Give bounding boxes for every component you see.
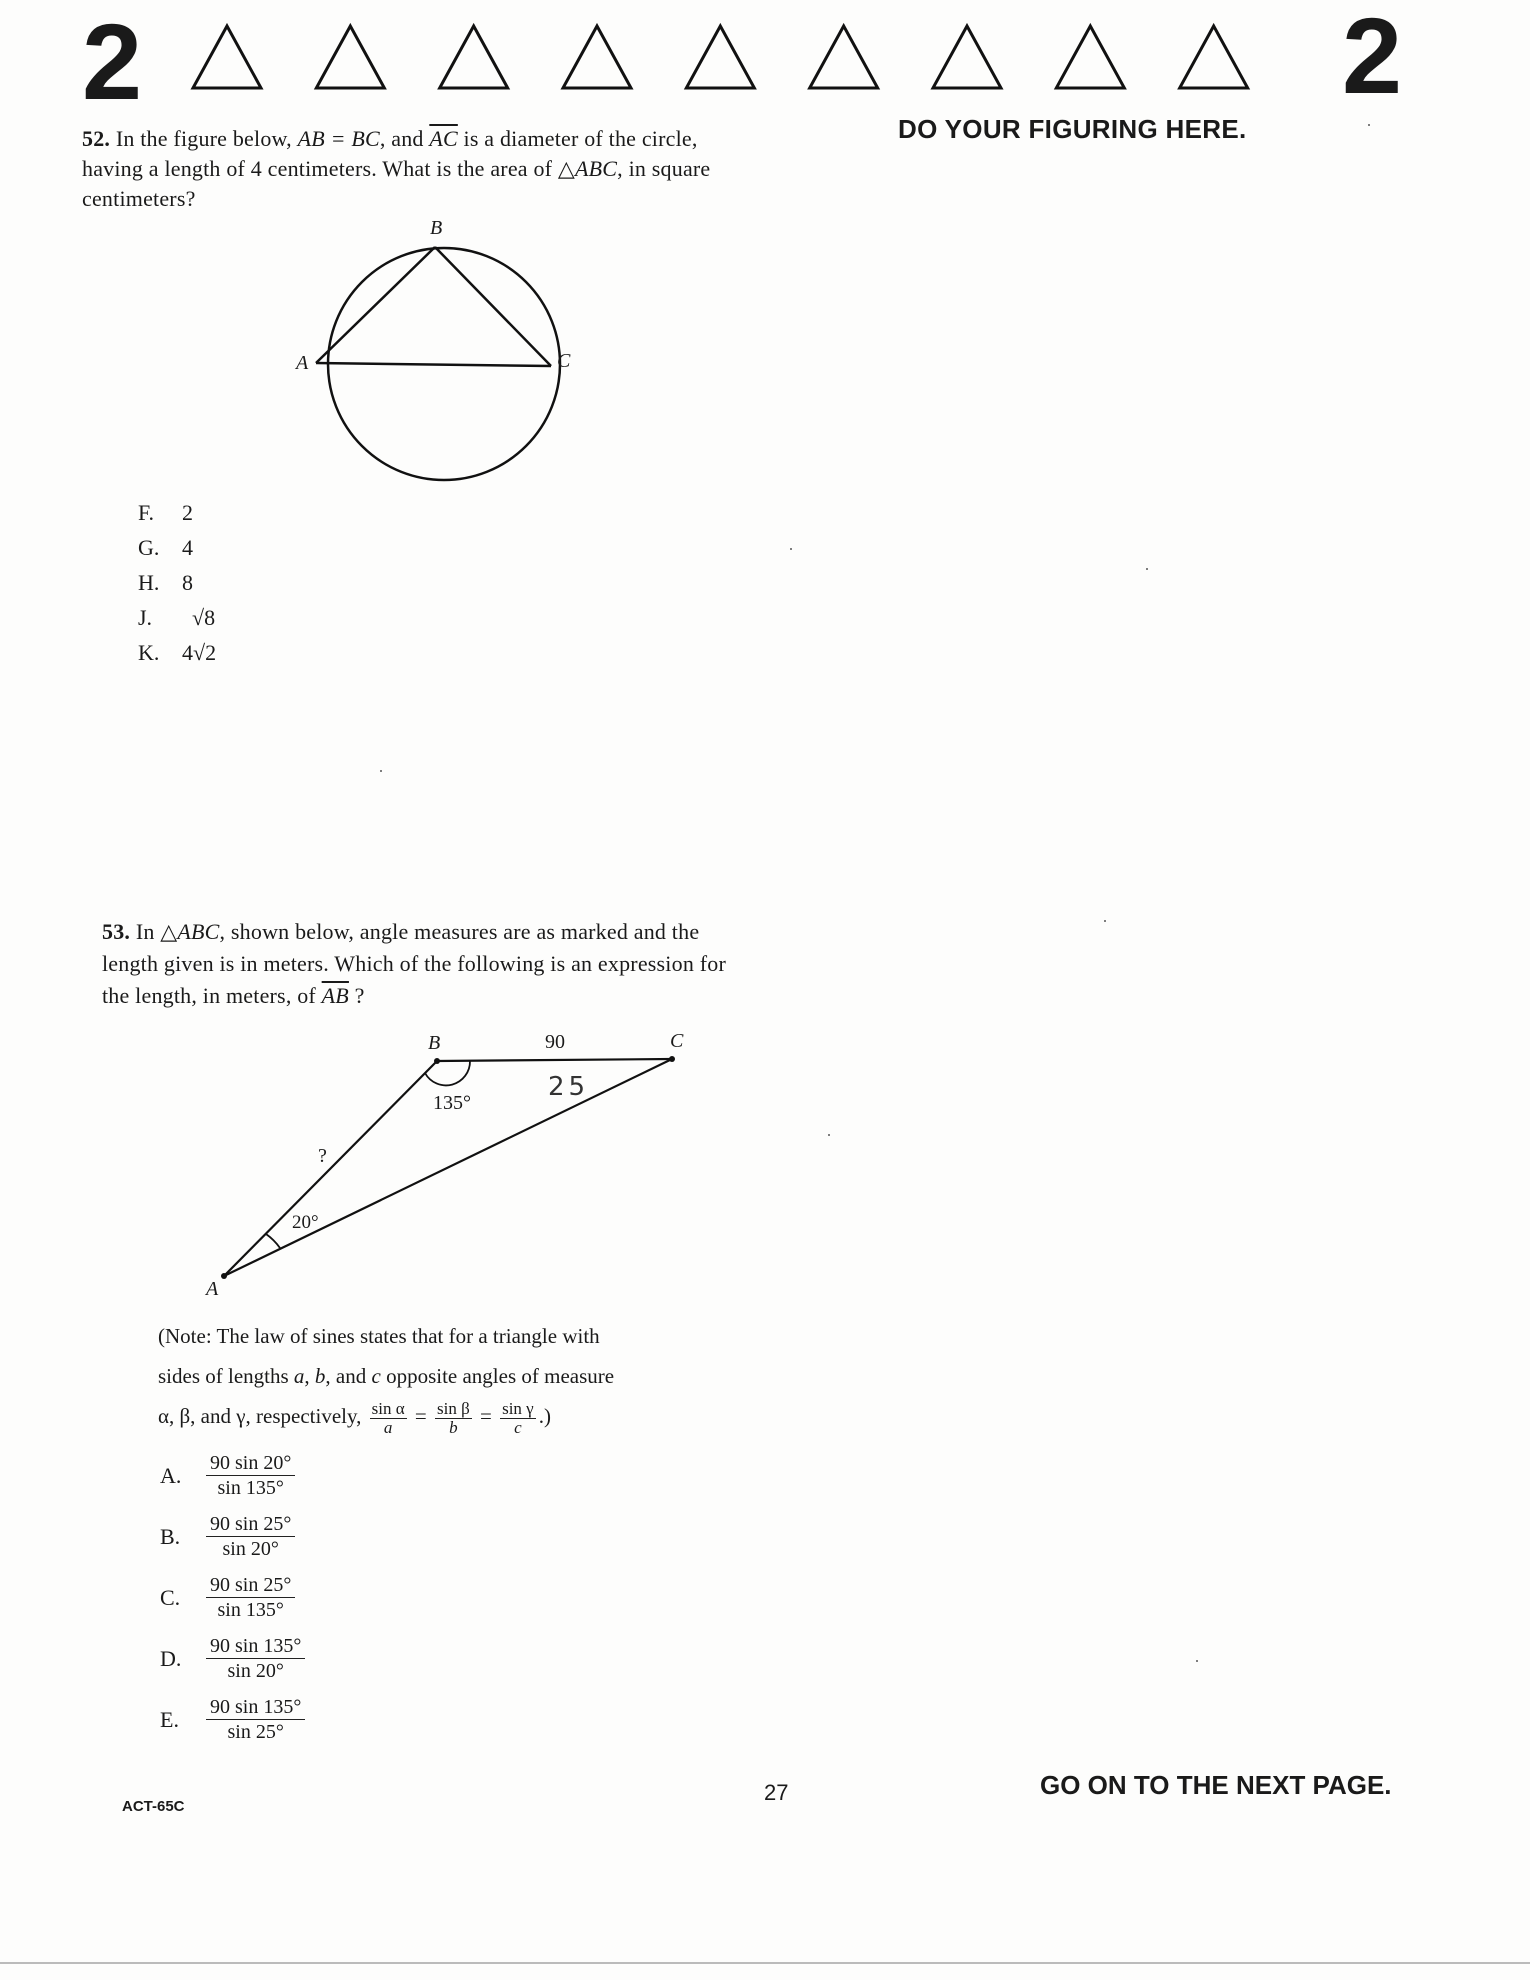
header-triangle-icon bbox=[933, 26, 1001, 88]
segment-ac: $\overline{AC}$ bbox=[429, 126, 458, 151]
figuring-label: DO YOUR FIGURING HERE. bbox=[898, 114, 1247, 144]
section-number-left: 2 bbox=[82, 1, 143, 122]
q52-choice-k[interactable]: K. 4√2 bbox=[138, 640, 217, 665]
q53-unknown-label: ? bbox=[318, 1145, 327, 1167]
side-ab bbox=[316, 247, 435, 363]
speck bbox=[380, 770, 382, 772]
q53-choice-b[interactable]: B. $\frac{90 \sin 25^\circ}{\sin 20^\circ}$ bbox=[160, 1513, 305, 1574]
scan-edge bbox=[0, 1962, 1530, 1964]
q53-choice-a[interactable]: A. $\frac{90 \sin 20^\circ}{\sin 135^\circ}$ bbox=[160, 1452, 305, 1513]
q53-label-a: A bbox=[206, 1278, 219, 1300]
q53-label-b: B bbox=[428, 1032, 441, 1054]
speck bbox=[1368, 124, 1370, 126]
angle-a-arc bbox=[266, 1234, 280, 1248]
header-triangle-icon bbox=[1180, 26, 1248, 88]
speck bbox=[1196, 1660, 1198, 1662]
q53-angle-a-label: 20° bbox=[292, 1212, 319, 1233]
form-code: ACT-65C bbox=[122, 1798, 185, 1815]
side-ab-line bbox=[224, 1061, 437, 1276]
segment-ab: $\overline{AB}$ bbox=[321, 983, 349, 1008]
header-triangle-icon bbox=[810, 26, 878, 88]
side-bc-line bbox=[437, 1059, 672, 1061]
vertex-a bbox=[221, 1273, 227, 1279]
q52-circle-figure bbox=[280, 210, 580, 510]
sine-ratio-b: $\frac{\text{sin β}}{b}$ bbox=[436, 1398, 470, 1437]
q53-choice-d[interactable]: D. $\frac{90 \sin 135^\circ}{\sin 20^\circ}$ bbox=[160, 1635, 305, 1696]
header-triangle-icon bbox=[686, 26, 754, 88]
vertex-b bbox=[434, 1058, 440, 1064]
q53-choice-e[interactable]: E. $\frac{90 \sin 135^\circ}{\sin 25^\circ}$ bbox=[160, 1696, 305, 1757]
header-triangle-icon bbox=[563, 26, 631, 88]
q52-choice-g[interactable]: G. 4 bbox=[138, 535, 193, 560]
speck bbox=[790, 548, 792, 550]
q52-label-c: C bbox=[557, 350, 571, 372]
q53-choices bbox=[160, 1452, 305, 1757]
question-52: 52. In the figure below, AB = BC, and $\overline{AC}$ is a diameter of the circle, having a length of 4 centimeters. What is the area of △ABC, in square centimeters? bbox=[82, 126, 711, 211]
diameter-ac bbox=[316, 363, 551, 366]
ab-bc-expression: AB = BC bbox=[297, 126, 380, 151]
triangle-row bbox=[185, 20, 1315, 100]
sine-ratio-c: $\frac{\text{sin γ}}{c}$ bbox=[502, 1398, 534, 1437]
q52-choices bbox=[138, 500, 216, 675]
q53-triangle-figure bbox=[200, 1040, 720, 1290]
law-of-sines-note: (Note: The law of sines states that for a triangle with sides of lengths a, b, and c opposite angles of measure α, β, and γ, respectively, $\frac{\text{sin α}}{a}$ = $\frac{\text{sin β}}{b}$ = $\frac{\text{sin γ}}{c}$ .) bbox=[158, 1324, 615, 1437]
page-number: 27 bbox=[764, 1780, 789, 1805]
q53-choice-c[interactable]: C. $\frac{90 \sin 25^\circ}{\sin 135^\circ}$ bbox=[160, 1574, 305, 1635]
q53-angle-b-label: 135° bbox=[433, 1092, 471, 1114]
speck bbox=[1104, 920, 1106, 922]
angle-b-arc bbox=[425, 1061, 470, 1085]
header-triangle-icon bbox=[193, 26, 261, 88]
sine-ratio-a: $\frac{\text{sin α}}{a}$ bbox=[371, 1398, 405, 1437]
q52-choice-h[interactable]: H. 8 bbox=[138, 570, 193, 595]
question-53: 53. In △ABC, shown below, angle measures are as marked and the length given is in meters. Which of the following is an expression for the length, in meters, of $\overline{AB}$ ? bbox=[102, 919, 726, 1008]
question-53-number: 53. bbox=[102, 919, 131, 944]
question-52-number: 52. bbox=[82, 126, 111, 151]
q53-label-c: C bbox=[670, 1030, 684, 1052]
next-page-label: GO ON TO THE NEXT PAGE. bbox=[1040, 1770, 1392, 1800]
header-triangle-icon bbox=[440, 26, 508, 88]
header-triangle-icon bbox=[1056, 26, 1124, 88]
q52-label-b: B bbox=[430, 217, 443, 239]
header-triangle-icon bbox=[316, 26, 384, 88]
q52-label-a: A bbox=[296, 352, 309, 374]
section-number-right: 2 bbox=[1342, 0, 1403, 116]
vertex-c bbox=[669, 1056, 675, 1062]
q52-choice-f[interactable]: F. 2 bbox=[138, 500, 193, 525]
side-bc bbox=[435, 247, 551, 366]
speck bbox=[1146, 568, 1148, 570]
q53-side-bc-label: 90 bbox=[545, 1031, 565, 1053]
speck bbox=[828, 1134, 830, 1136]
q52-choice-j[interactable]: J. √8 bbox=[138, 605, 216, 630]
handwritten-angle-c: 25 bbox=[548, 1072, 590, 1102]
